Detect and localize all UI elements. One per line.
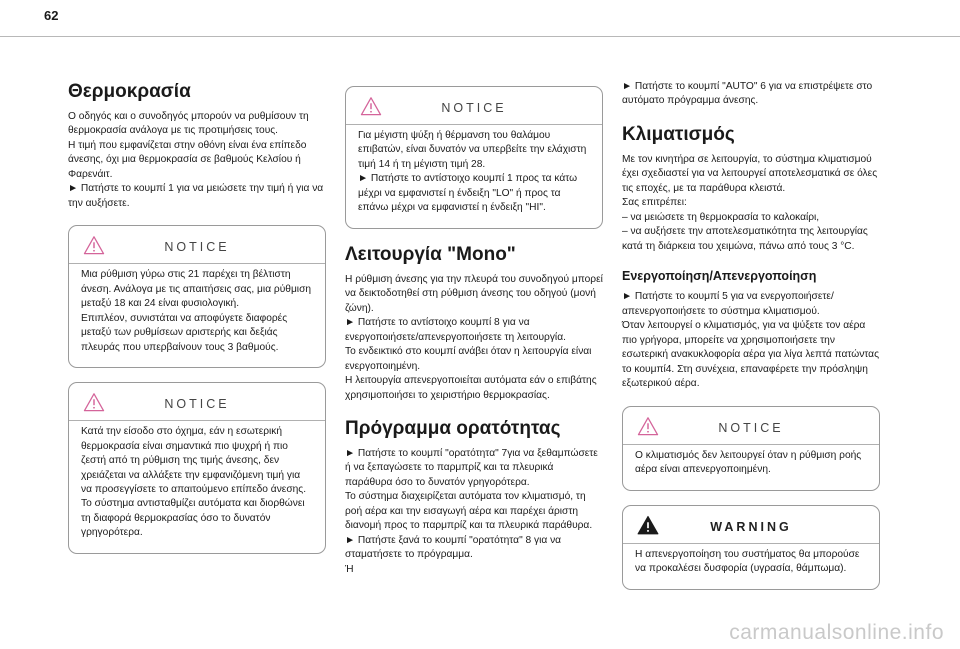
notice-box-3-text: Για μέγιστη ψύξη ή θέρμανση του θαλάμου επιβατών, είναι δυνατόν να υπερβείτε την ελάχιστη τιμή 14 ή τη μέγιστη τιμή 28. ► Πατήστε το αντίστοιχο κουμπί 1 προς τα κάτω μέχρι να εμφανιστεί η ένδειξη "LO" ή προς τα επάνω μέχρι να εμφανιστεί η ένδειξη "HI". xyxy=(358,130,587,214)
notice-box-4 xyxy=(622,406,880,491)
notice-triangle-icon xyxy=(83,392,105,412)
warning-box-header xyxy=(635,516,867,538)
column-1 xyxy=(68,80,326,568)
notice-triangle-icon xyxy=(637,416,659,436)
temperature-section xyxy=(68,80,326,211)
visibility-text: ► Πατήστε το κουμπί "ορατότητα" 7για να ξεθαμπώσετε ή να ξεπαγώσετε το παρμπρίζ και τα πλευρικά παράθυρα όσο το δυνατόν γρηγορότερα. Το σύστημα διαχειρίζεται αυτόματα τον κλιματισμό, τη ροή αέρα και την εισαγωγή αέρα και παρέχει άριστη διανομή προς το παρμπρίζ και τα πλευρικά παράθυρα. ► Πατήστε ξανά το κουμπί "ορατότητα" 8 για να σταματήσετε το πρόγραμμα. Ή xyxy=(345,447,598,575)
notice-box-3-header xyxy=(358,97,590,119)
notice-box-2-title: NOTICE xyxy=(164,397,230,412)
notice-box-3 xyxy=(345,86,603,229)
notice-box-3-divider xyxy=(346,124,602,125)
watermark: carmanualsonline.info xyxy=(729,621,944,644)
auto-text: ► Πατήστε το κουμπί "AUTO" 6 για να επιστρέψετε στο αυτόματο πρόγραμμα άνεσης. xyxy=(622,81,873,107)
column-3 xyxy=(622,80,880,604)
notice-box-4-divider xyxy=(623,444,879,445)
notice-triangle-icon xyxy=(83,235,105,255)
temperature-text: Ο οδηγός και ο συνοδηγός μπορούν να ρυθμίσουν τη θερμοκρασία ανάλογα με τις προτιμήσεις τους. Η τιμή που εμφανίζεται στην οθόνη είναι ένα επίπεδο άνεσης, όχι μια θερμοκρασία σε βαθμούς Κελσίου ή Φαρενάιτ. ► Πατήστε το κουμπί 1 για να μειώσετε την τιμή ή για να την αυξήσετε. xyxy=(68,110,324,209)
warning-box-text: Η απενεργοποίηση του συστήματος θα μπορούσε να προκαλέσει δυσφορία (υγρασία, θάμπωμα). xyxy=(635,548,860,575)
notice-box-2-divider xyxy=(69,420,325,421)
temperature-heading: Θερμοκρασία xyxy=(68,81,191,102)
mono-text: Η ρύθμιση άνεσης για την πλευρά του συνοδηγού μπορεί να δεικτοδοτηθεί στη ρύθμιση άνεσης του οδηγού (μονή ζώνη). ► Πατήστε το αντίστοιχο κουμπί 8 για να ενεργοποιήσετε/απενεργοποιήσετε τη λειτουργία. Το ενδεικτικό στο κουμπί ανάβει όταν η λειτουργία είναι ενεργοποιημένη. Η λειτουργία απενεργοποιείται αυτόματα εάν ο επιβάτης χρησιμοποιήσει το χειριστήριο θερμοκρασίας. xyxy=(345,273,603,401)
on-off-heading: Ενεργοποίηση/Απενεργοποίηση xyxy=(622,269,817,284)
air-conditioning-heading: Κλιματισμός xyxy=(622,123,735,145)
warning-box-title: WARNING xyxy=(710,519,792,534)
air-conditioning-section xyxy=(622,123,880,254)
notice-box-4-header xyxy=(635,417,867,439)
warning-box-divider xyxy=(623,543,879,544)
notice-box-1 xyxy=(68,225,326,368)
notice-box-2-text: Κατά την είσοδο στο όχημα, εάν η εσωτερική θερμοκρασία είναι σημαντικά πιο ψυχρή ή πιο ζεστή από τη ρύθμιση της τιμής άνεσης, δεν χρειάζεται να αλλάξετε την εμφανιζόμενη τιμή για να προσεγγίσετε το απαιτούμενο επίπεδο άνεσης. Το σύστημα αντισταθμίζει αυτόματα και διορθώνει τη διαφορά θερμοκρασίας όσο το δυνατόν γρηγορότερα. xyxy=(81,426,307,539)
notice-box-4-title: NOTICE xyxy=(718,420,784,435)
visibility-heading: Πρόγραμμα ορατότητας xyxy=(345,418,561,440)
notice-box-1-title: NOTICE xyxy=(164,240,230,255)
mono-section xyxy=(345,243,603,403)
notice-box-2 xyxy=(68,382,326,554)
notice-box-3-title: NOTICE xyxy=(441,101,507,115)
auto-section xyxy=(622,80,880,109)
air-conditioning-text: Με τον κινητήρα σε λειτουργία, το σύστημα κλιματισμού έχει σχεδιαστεί για να λειτουργεί αποτελεσματικά σε όλες τις εποχές, με τα παράθυρα κλειστά. Σας επιτρέπει: – να μειώσετε τη θερμοκρασία το καλοκαίρι, – να αυξήσετε την αποτελεσματικότητα της λειτουργίας κατά τη διάρκεια του χειμώνα, πάνω από τους 3 °C. xyxy=(622,153,878,252)
notice-box-2-header xyxy=(81,393,313,415)
header-rule xyxy=(0,36,960,37)
notice-box-1-header xyxy=(81,236,313,258)
notice-box-4-text: Ο κλιματισμός δεν λειτουργεί όταν η ρύθμιση ροής αέρα είναι απενεργοποιημένη. xyxy=(635,449,862,476)
notice-triangle-icon xyxy=(360,96,382,116)
notice-box-1-text: Μια ρύθμιση γύρω στις 21 παρέχει τη βέλτιστη άνεση. Ανάλογα με τις απαιτήσεις σας, μια ρύθμιση μεταξύ 18 και 24 είναι φυσιολογική. Επιπλέον, συνιστάται να αποφύγετε διαφορές μεταξύ των ρυθμίσεων αριστερής και δεξιάς πλευράς που υπερβαίνουν τους 3 βαθμούς. xyxy=(81,269,312,353)
page-number: 62 xyxy=(44,8,59,23)
mono-heading: Λειτουργία "Mono" xyxy=(345,243,516,265)
warning-box xyxy=(622,505,880,590)
column-2 xyxy=(345,86,603,591)
visibility-section xyxy=(345,417,603,577)
on-off-text: ► Πατήστε το κουμπί 5 για να ενεργοποιήσετε/απενεργοποιήσετε το σύστημα κλιματισμού. Όταν λειτουργεί ο κλιματισμός, για να ψύξετε τον αέρα πιο γρήγορα, μπορείτε να χρησιμοποιήσετε την εσωτερική ανακυκλοφορία αέρα για λίγα λεπτά πατώντας το κουμπί4. Στη συνέχεια, επαναφέρετε την πρόσληψη εξωτερικού αέρα. xyxy=(622,291,879,390)
warning-triangle-icon xyxy=(637,515,659,535)
on-off-section xyxy=(622,268,880,392)
notice-box-1-divider xyxy=(69,263,325,264)
